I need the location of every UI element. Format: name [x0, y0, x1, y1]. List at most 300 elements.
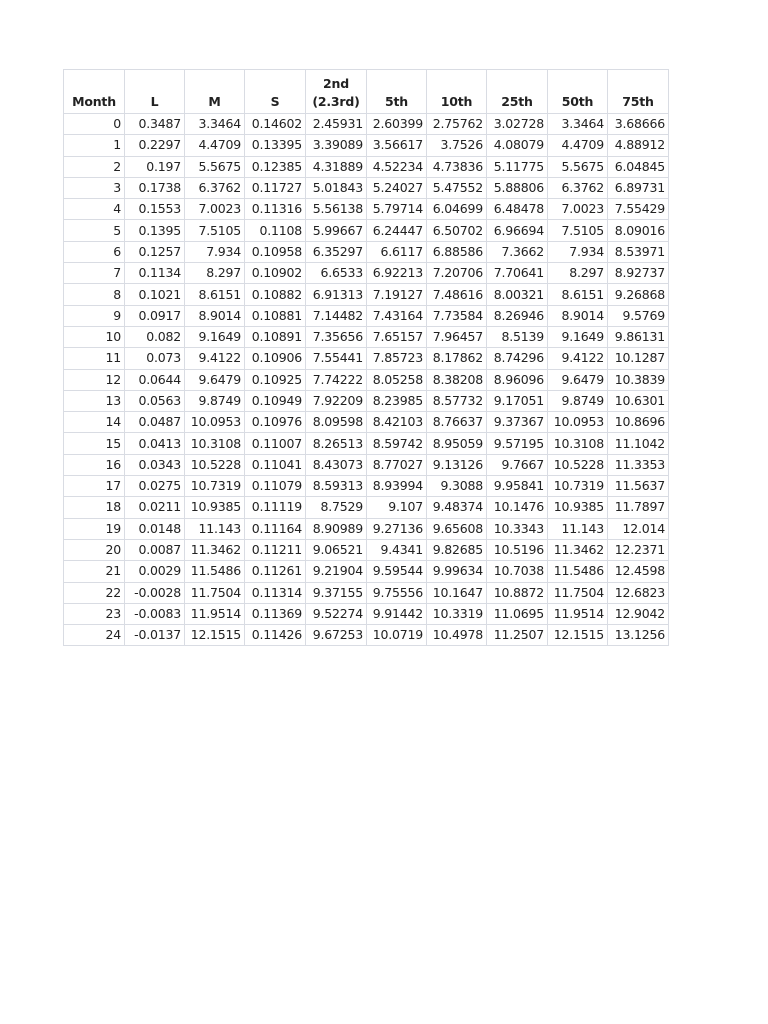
column-header-label: 10th — [440, 94, 473, 109]
cell-p25[interactable]: 3.02728 — [487, 114, 548, 135]
cell-s[interactable]: 0.11369 — [245, 603, 306, 624]
cell-month[interactable]: 14 — [64, 412, 125, 433]
cell-p75[interactable]: 12.014 — [608, 518, 669, 539]
cell-month[interactable]: 3 — [64, 177, 125, 198]
cell-l[interactable]: -0.0028 — [125, 582, 185, 603]
cell-p50[interactable]: 3.3464 — [548, 114, 608, 135]
cell-p5[interactable]: 9.91442 — [367, 603, 427, 624]
cell-s[interactable]: 0.11119 — [245, 497, 306, 518]
cell-month[interactable]: 16 — [64, 454, 125, 475]
cell-p5[interactable]: 9.27136 — [367, 518, 427, 539]
cell-p75[interactable]: 9.86131 — [608, 326, 669, 347]
cell-p25[interactable]: 6.96694 — [487, 220, 548, 241]
cell-p25[interactable]: 5.11775 — [487, 156, 548, 177]
cell-l[interactable]: 0.0211 — [125, 497, 185, 518]
cell-s[interactable]: 0.11007 — [245, 433, 306, 454]
cell-p5[interactable]: 2.60399 — [367, 114, 427, 135]
table-row — [64, 454, 669, 475]
cell-l[interactable]: 0.073 — [125, 348, 185, 369]
cell-p50[interactable]: 11.9514 — [548, 603, 608, 624]
cell-p5[interactable]: 6.6117 — [367, 241, 427, 262]
cell-p50[interactable]: 8.6151 — [548, 284, 608, 305]
cell-p50[interactable]: 8.9014 — [548, 305, 608, 326]
cell-l[interactable]: 0.1134 — [125, 263, 185, 284]
cell-p25[interactable]: 9.37367 — [487, 412, 548, 433]
cell-s[interactable]: 0.11041 — [245, 454, 306, 475]
cell-p75[interactable]: 11.7897 — [608, 497, 669, 518]
cell-p75[interactable]: 12.9042 — [608, 603, 669, 624]
cell-s[interactable]: 0.10882 — [245, 284, 306, 305]
cell-p5[interactable]: 9.75556 — [367, 582, 427, 603]
cell-l[interactable]: 0.197 — [125, 156, 185, 177]
column-header-p75[interactable] — [608, 70, 669, 114]
cell-m[interactable]: 4.4709 — [185, 135, 245, 156]
cell-m[interactable]: 7.5105 — [185, 220, 245, 241]
cell-month[interactable]: 11 — [64, 348, 125, 369]
cell-m[interactable]: 9.1649 — [185, 326, 245, 347]
cell-month[interactable]: 7 — [64, 263, 125, 284]
table-row — [64, 603, 669, 624]
cell-p25[interactable]: 10.8872 — [487, 582, 548, 603]
table-row — [64, 305, 669, 326]
table-row — [64, 539, 669, 560]
table-body — [64, 114, 669, 646]
cell-p50[interactable]: 8.297 — [548, 263, 608, 284]
cell-l[interactable]: 0.0087 — [125, 539, 185, 560]
cell-p2[interactable]: 6.6533 — [306, 263, 367, 284]
cell-m[interactable]: 11.7504 — [185, 582, 245, 603]
cell-p75[interactable]: 7.55429 — [608, 199, 669, 220]
growth-data-table — [63, 69, 669, 646]
cell-p5[interactable]: 9.107 — [367, 497, 427, 518]
cell-p50[interactable]: 12.1515 — [548, 625, 608, 646]
cell-p2[interactable]: 9.52274 — [306, 603, 367, 624]
cell-l[interactable]: 0.1257 — [125, 241, 185, 262]
cell-p5[interactable]: 7.19127 — [367, 284, 427, 305]
cell-m[interactable]: 5.5675 — [185, 156, 245, 177]
cell-p75[interactable]: 3.68666 — [608, 114, 669, 135]
cell-p25[interactable]: 9.95841 — [487, 476, 548, 497]
table-row — [64, 135, 669, 156]
cell-p10[interactable]: 9.82685 — [427, 539, 487, 560]
cell-s[interactable]: 0.11261 — [245, 561, 306, 582]
column-header-p5[interactable] — [367, 70, 427, 114]
cell-month[interactable]: 22 — [64, 582, 125, 603]
cell-m[interactable]: 11.143 — [185, 518, 245, 539]
cell-s[interactable]: 0.10976 — [245, 412, 306, 433]
cell-p10[interactable]: 9.65608 — [427, 518, 487, 539]
cell-p10[interactable]: 9.3088 — [427, 476, 487, 497]
cell-s[interactable]: 0.11211 — [245, 539, 306, 560]
cell-month[interactable]: 9 — [64, 305, 125, 326]
cell-m[interactable]: 9.8749 — [185, 390, 245, 411]
cell-l[interactable]: 0.0487 — [125, 412, 185, 433]
cell-p25[interactable]: 11.0695 — [487, 603, 548, 624]
cell-p2[interactable]: 7.92209 — [306, 390, 367, 411]
cell-p50[interactable]: 11.143 — [548, 518, 608, 539]
table-row — [64, 518, 669, 539]
table-row — [64, 114, 669, 135]
column-header-label: 5th — [385, 94, 408, 109]
cell-p5[interactable]: 8.05258 — [367, 369, 427, 390]
cell-p10[interactable]: 10.4978 — [427, 625, 487, 646]
column-header-l[interactable] — [125, 70, 185, 114]
cell-p10[interactable]: 6.88586 — [427, 241, 487, 262]
table-row — [64, 369, 669, 390]
cell-p75[interactable]: 11.5637 — [608, 476, 669, 497]
cell-p10[interactable]: 3.7526 — [427, 135, 487, 156]
cell-l[interactable]: 0.082 — [125, 326, 185, 347]
column-header-label: M — [208, 94, 221, 109]
table-row — [64, 241, 669, 262]
cell-p2[interactable]: 5.56138 — [306, 199, 367, 220]
cell-m[interactable]: 10.7319 — [185, 476, 245, 497]
cell-p50[interactable]: 10.5228 — [548, 454, 608, 475]
cell-p5[interactable]: 8.42103 — [367, 412, 427, 433]
cell-p25[interactable]: 8.26946 — [487, 305, 548, 326]
cell-month[interactable]: 15 — [64, 433, 125, 454]
cell-p50[interactable]: 6.3762 — [548, 177, 608, 198]
cell-l[interactable]: 0.3487 — [125, 114, 185, 135]
cell-month[interactable]: 2 — [64, 156, 125, 177]
cell-p5[interactable]: 9.59544 — [367, 561, 427, 582]
cell-m[interactable]: 10.5228 — [185, 454, 245, 475]
cell-p50[interactable]: 4.4709 — [548, 135, 608, 156]
cell-m[interactable]: 8.6151 — [185, 284, 245, 305]
cell-l[interactable]: 0.0413 — [125, 433, 185, 454]
cell-p75[interactable]: 10.8696 — [608, 412, 669, 433]
cell-p2[interactable]: 8.43073 — [306, 454, 367, 475]
cell-month[interactable]: 21 — [64, 561, 125, 582]
column-header-label: 50th — [561, 94, 594, 109]
table-row — [64, 412, 669, 433]
cell-p50[interactable]: 9.8749 — [548, 390, 608, 411]
cell-month[interactable]: 0 — [64, 114, 125, 135]
cell-p2[interactable]: 8.59313 — [306, 476, 367, 497]
column-header-p10[interactable] — [427, 70, 487, 114]
table-row — [64, 390, 669, 411]
cell-month[interactable]: 6 — [64, 241, 125, 262]
cell-p75[interactable]: 12.4598 — [608, 561, 669, 582]
cell-p10[interactable]: 6.04699 — [427, 199, 487, 220]
cell-m[interactable]: 11.9514 — [185, 603, 245, 624]
cell-p25[interactable]: 9.57195 — [487, 433, 548, 454]
cell-s[interactable]: 0.10906 — [245, 348, 306, 369]
cell-p2[interactable]: 7.35656 — [306, 326, 367, 347]
table-row — [64, 476, 669, 497]
cell-m[interactable]: 8.297 — [185, 263, 245, 284]
cell-month[interactable]: 8 — [64, 284, 125, 305]
cell-p5[interactable]: 9.4341 — [367, 539, 427, 560]
cell-month[interactable]: 4 — [64, 199, 125, 220]
cell-p10[interactable]: 7.48616 — [427, 284, 487, 305]
cell-p5[interactable]: 4.52234 — [367, 156, 427, 177]
cell-l[interactable]: 0.0275 — [125, 476, 185, 497]
column-header-label: 2nd — [323, 76, 349, 91]
cell-p25[interactable]: 5.88806 — [487, 177, 548, 198]
cell-p75[interactable]: 4.88912 — [608, 135, 669, 156]
cell-p10[interactable]: 5.47552 — [427, 177, 487, 198]
cell-p10[interactable]: 7.73584 — [427, 305, 487, 326]
cell-p50[interactable]: 10.3108 — [548, 433, 608, 454]
table-row — [64, 433, 669, 454]
cell-p5[interactable]: 5.79714 — [367, 199, 427, 220]
cell-s[interactable]: 0.11314 — [245, 582, 306, 603]
cell-p2[interactable]: 7.55441 — [306, 348, 367, 369]
cell-p50[interactable]: 7.934 — [548, 241, 608, 262]
cell-s[interactable]: 0.10958 — [245, 241, 306, 262]
cell-p5[interactable]: 10.0719 — [367, 625, 427, 646]
cell-p50[interactable]: 9.1649 — [548, 326, 608, 347]
table-row — [64, 156, 669, 177]
cell-m[interactable]: 11.3462 — [185, 539, 245, 560]
cell-p50[interactable]: 10.7319 — [548, 476, 608, 497]
cell-l[interactable]: 0.0343 — [125, 454, 185, 475]
cell-p75[interactable]: 8.09016 — [608, 220, 669, 241]
cell-month[interactable]: 12 — [64, 369, 125, 390]
table-row — [64, 177, 669, 198]
cell-p25[interactable]: 7.3662 — [487, 241, 548, 262]
cell-p5[interactable]: 3.56617 — [367, 135, 427, 156]
cell-p25[interactable]: 8.5139 — [487, 326, 548, 347]
cell-l[interactable]: -0.0137 — [125, 625, 185, 646]
cell-p25[interactable]: 10.7038 — [487, 561, 548, 582]
cell-p25[interactable]: 11.2507 — [487, 625, 548, 646]
cell-s[interactable]: 0.14602 — [245, 114, 306, 135]
cell-p2[interactable]: 9.37155 — [306, 582, 367, 603]
table-row — [64, 199, 669, 220]
cell-p5[interactable]: 5.24027 — [367, 177, 427, 198]
cell-p2[interactable]: 4.31889 — [306, 156, 367, 177]
column-header-label: (2.3rd) — [312, 94, 360, 109]
cell-l[interactable]: 0.1395 — [125, 220, 185, 241]
cell-p25[interactable]: 8.74296 — [487, 348, 548, 369]
table-row — [64, 326, 669, 347]
cell-p75[interactable]: 8.92737 — [608, 263, 669, 284]
cell-p5[interactable]: 6.24447 — [367, 220, 427, 241]
column-header-label: 25th — [501, 94, 533, 109]
cell-p75[interactable]: 6.89731 — [608, 177, 669, 198]
column-header-p50[interactable] — [548, 70, 608, 114]
cell-p10[interactable]: 4.73836 — [427, 156, 487, 177]
cell-m[interactable]: 7.934 — [185, 241, 245, 262]
cell-p25[interactable]: 7.70641 — [487, 263, 548, 284]
cell-p2[interactable]: 5.01843 — [306, 177, 367, 198]
cell-l[interactable]: 0.1553 — [125, 199, 185, 220]
column-header-s[interactable] — [245, 70, 306, 114]
cell-m[interactable]: 10.3108 — [185, 433, 245, 454]
cell-p75[interactable]: 12.2371 — [608, 539, 669, 560]
cell-p2[interactable]: 9.67253 — [306, 625, 367, 646]
column-header-label: 75th — [622, 94, 654, 109]
cell-l[interactable]: 0.2297 — [125, 135, 185, 156]
cell-p50[interactable]: 11.5486 — [548, 561, 608, 582]
table-row — [64, 220, 669, 241]
cell-s[interactable]: 0.11426 — [245, 625, 306, 646]
cell-p2[interactable]: 7.14482 — [306, 305, 367, 326]
column-header-month[interactable] — [64, 70, 125, 114]
cell-p75[interactable]: 12.6823 — [608, 582, 669, 603]
cell-l[interactable]: 0.0029 — [125, 561, 185, 582]
cell-p2[interactable]: 5.99667 — [306, 220, 367, 241]
table-row — [64, 284, 669, 305]
cell-p25[interactable]: 10.1476 — [487, 497, 548, 518]
cell-s[interactable]: 0.10949 — [245, 390, 306, 411]
cell-p2[interactable]: 6.91313 — [306, 284, 367, 305]
cell-p10[interactable]: 10.3319 — [427, 603, 487, 624]
cell-p50[interactable]: 11.7504 — [548, 582, 608, 603]
cell-p10[interactable]: 8.76637 — [427, 412, 487, 433]
cell-p50[interactable]: 9.4122 — [548, 348, 608, 369]
cell-p5[interactable]: 8.77027 — [367, 454, 427, 475]
cell-p25[interactable]: 9.7667 — [487, 454, 548, 475]
cell-p5[interactable]: 7.65157 — [367, 326, 427, 347]
cell-p10[interactable]: 8.38208 — [427, 369, 487, 390]
cell-l[interactable]: 0.0148 — [125, 518, 185, 539]
column-header-label: S — [270, 94, 280, 109]
column-header-p25[interactable] — [487, 70, 548, 114]
cell-l[interactable]: 0.1738 — [125, 177, 185, 198]
cell-p2[interactable]: 7.74222 — [306, 369, 367, 390]
cell-p50[interactable]: 7.5105 — [548, 220, 608, 241]
cell-p10[interactable]: 8.57732 — [427, 390, 487, 411]
cell-month[interactable]: 13 — [64, 390, 125, 411]
cell-p75[interactable]: 8.53971 — [608, 241, 669, 262]
column-header-p2[interactable] — [306, 70, 367, 114]
cell-p75[interactable]: 13.1256 — [608, 625, 669, 646]
header-row — [64, 70, 669, 114]
cell-p10[interactable]: 9.99634 — [427, 561, 487, 582]
table-row — [64, 561, 669, 582]
cell-p25[interactable]: 6.48478 — [487, 199, 548, 220]
cell-p2[interactable]: 9.06521 — [306, 539, 367, 560]
cell-p2[interactable]: 8.26513 — [306, 433, 367, 454]
cell-p75[interactable]: 11.1042 — [608, 433, 669, 454]
column-header-m[interactable] — [185, 70, 245, 114]
cell-p25[interactable]: 8.00321 — [487, 284, 548, 305]
cell-month[interactable]: 5 — [64, 220, 125, 241]
cell-m[interactable]: 10.0953 — [185, 412, 245, 433]
column-header-label: L — [150, 94, 159, 109]
cell-s[interactable]: 0.11727 — [245, 177, 306, 198]
cell-p5[interactable]: 6.92213 — [367, 263, 427, 284]
cell-m[interactable]: 3.3464 — [185, 114, 245, 135]
cell-p2[interactable]: 8.90989 — [306, 518, 367, 539]
cell-m[interactable]: 8.9014 — [185, 305, 245, 326]
cell-month[interactable]: 23 — [64, 603, 125, 624]
cell-p2[interactable]: 8.7529 — [306, 497, 367, 518]
table-row — [64, 582, 669, 603]
cell-p2[interactable]: 9.21904 — [306, 561, 367, 582]
cell-month[interactable]: 20 — [64, 539, 125, 560]
cell-month[interactable]: 24 — [64, 625, 125, 646]
cell-p75[interactable]: 11.3353 — [608, 454, 669, 475]
cell-p5[interactable]: 7.43164 — [367, 305, 427, 326]
cell-m[interactable]: 9.4122 — [185, 348, 245, 369]
cell-p25[interactable]: 9.17051 — [487, 390, 548, 411]
cell-m[interactable]: 12.1515 — [185, 625, 245, 646]
cell-p50[interactable]: 7.0023 — [548, 199, 608, 220]
cell-p25[interactable]: 4.08079 — [487, 135, 548, 156]
table-row — [64, 497, 669, 518]
cell-p2[interactable]: 3.39089 — [306, 135, 367, 156]
cell-p75[interactable]: 10.3839 — [608, 369, 669, 390]
cell-m[interactable]: 11.5486 — [185, 561, 245, 582]
cell-p10[interactable]: 8.95059 — [427, 433, 487, 454]
cell-l[interactable]: 0.0644 — [125, 369, 185, 390]
cell-s[interactable]: 0.11164 — [245, 518, 306, 539]
cell-p5[interactable]: 8.23985 — [367, 390, 427, 411]
cell-p10[interactable]: 9.48374 — [427, 497, 487, 518]
cell-p25[interactable]: 8.96096 — [487, 369, 548, 390]
cell-s[interactable]: 0.11316 — [245, 199, 306, 220]
cell-p5[interactable]: 8.59742 — [367, 433, 427, 454]
cell-p75[interactable]: 9.26868 — [608, 284, 669, 305]
cell-p25[interactable]: 10.5196 — [487, 539, 548, 560]
cell-s[interactable]: 0.1108 — [245, 220, 306, 241]
cell-p10[interactable]: 7.96457 — [427, 326, 487, 347]
cell-p10[interactable]: 2.75762 — [427, 114, 487, 135]
cell-m[interactable]: 10.9385 — [185, 497, 245, 518]
table-row — [64, 263, 669, 284]
cell-s[interactable]: 0.13395 — [245, 135, 306, 156]
cell-p10[interactable]: 10.1647 — [427, 582, 487, 603]
cell-p2[interactable]: 2.45931 — [306, 114, 367, 135]
cell-p5[interactable]: 7.85723 — [367, 348, 427, 369]
cell-s[interactable]: 0.10925 — [245, 369, 306, 390]
cell-p10[interactable]: 6.50702 — [427, 220, 487, 241]
cell-p75[interactable]: 10.6301 — [608, 390, 669, 411]
cell-p75[interactable]: 10.1287 — [608, 348, 669, 369]
cell-m[interactable]: 9.6479 — [185, 369, 245, 390]
cell-s[interactable]: 0.12385 — [245, 156, 306, 177]
cell-p2[interactable]: 8.09598 — [306, 412, 367, 433]
cell-p5[interactable]: 8.93994 — [367, 476, 427, 497]
cell-month[interactable]: 17 — [64, 476, 125, 497]
cell-p25[interactable]: 10.3343 — [487, 518, 548, 539]
cell-month[interactable]: 18 — [64, 497, 125, 518]
cell-s[interactable]: 0.11079 — [245, 476, 306, 497]
cell-p2[interactable]: 6.35297 — [306, 241, 367, 262]
cell-p50[interactable]: 10.9385 — [548, 497, 608, 518]
cell-m[interactable]: 7.0023 — [185, 199, 245, 220]
cell-p50[interactable]: 10.0953 — [548, 412, 608, 433]
cell-m[interactable]: 6.3762 — [185, 177, 245, 198]
cell-month[interactable]: 10 — [64, 326, 125, 347]
column-header-label: Month — [72, 94, 116, 109]
spreadsheet — [63, 69, 669, 646]
cell-l[interactable]: 0.1021 — [125, 284, 185, 305]
cell-p10[interactable]: 7.20706 — [427, 263, 487, 284]
cell-p10[interactable]: 9.13126 — [427, 454, 487, 475]
cell-month[interactable]: 1 — [64, 135, 125, 156]
cell-p75[interactable]: 9.5769 — [608, 305, 669, 326]
cell-l[interactable]: 0.0917 — [125, 305, 185, 326]
cell-s[interactable]: 0.10891 — [245, 326, 306, 347]
cell-s[interactable]: 0.10902 — [245, 263, 306, 284]
cell-p75[interactable]: 6.04845 — [608, 156, 669, 177]
table-row — [64, 625, 669, 646]
cell-p10[interactable]: 8.17862 — [427, 348, 487, 369]
cell-l[interactable]: -0.0083 — [125, 603, 185, 624]
cell-p50[interactable]: 9.6479 — [548, 369, 608, 390]
cell-p50[interactable]: 11.3462 — [548, 539, 608, 560]
table-row — [64, 348, 669, 369]
cell-s[interactable]: 0.10881 — [245, 305, 306, 326]
cell-l[interactable]: 0.0563 — [125, 390, 185, 411]
cell-p50[interactable]: 5.5675 — [548, 156, 608, 177]
cell-month[interactable]: 19 — [64, 518, 125, 539]
